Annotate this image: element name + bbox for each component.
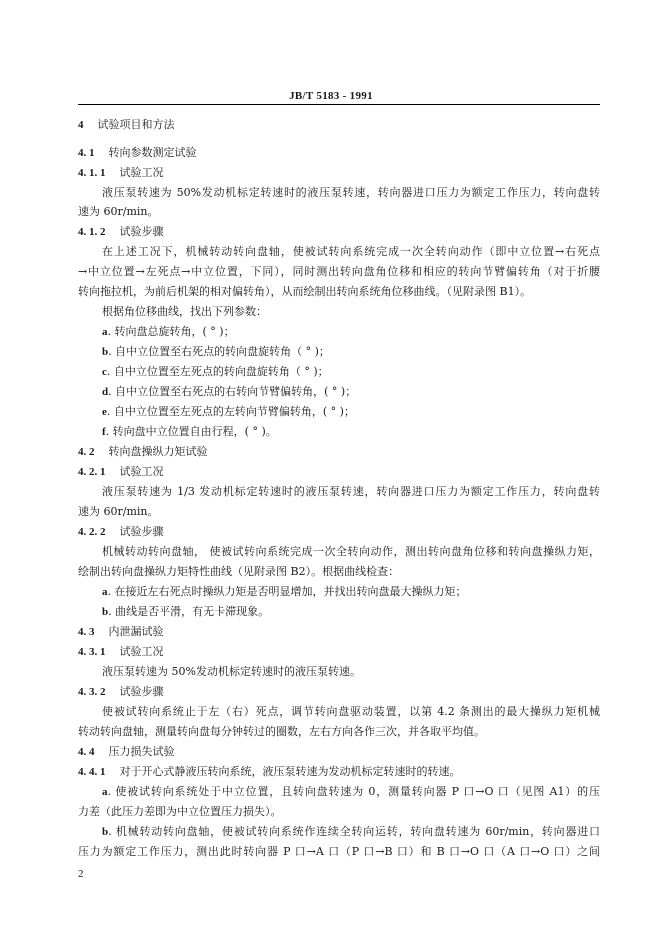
list-item-text: . 在接近左右死点时操纵力矩是否明显增加，并找出转向盘最大操纵力矩； bbox=[107, 585, 467, 598]
section-number: 4. 3. 1 bbox=[78, 646, 106, 658]
list-item-label: b bbox=[102, 346, 109, 358]
list-item-label: b bbox=[102, 826, 109, 838]
section-heading bbox=[78, 745, 175, 759]
list-item-label: b bbox=[102, 606, 109, 618]
section-title: 试验步骤 bbox=[119, 525, 164, 538]
section-number: 4. 2. 1 bbox=[78, 466, 106, 478]
section-title: 试验工况 bbox=[119, 166, 164, 179]
section-title: 内泄漏试验 bbox=[108, 625, 164, 638]
list-item-text: . 自中立位置至左死点的左转向节臂偏转角，( ° )； bbox=[106, 405, 355, 418]
section-number: 4. 2. 2 bbox=[78, 526, 106, 538]
paragraph-line: 转动转向盘轴，测量转向盘每分钟转过的圈数，左右方向各作三次，并各取平均值。 bbox=[78, 725, 485, 738]
paragraph-line: 根据角位移曲线，找出下列参数： bbox=[102, 305, 267, 318]
paragraph-line: 绘制出转向盘操纵力矩特性曲线（见附录图 B2）。根据曲线检查： bbox=[78, 565, 400, 578]
paragraph-line: 使被试转向系统止于左（右）死点，调节转向盘驱动装置，以第 4.2 条测出的最大操纵力矩机械 bbox=[102, 705, 600, 718]
list-item-text: . 自中立位置至左死点的转向盘旋转角（ ° )； bbox=[106, 365, 329, 378]
paragraph-line: 在上述工况下，机械转动转向盘轴，使被试转向系统完成一次全转向动作（即中立位置→右死点 bbox=[102, 245, 600, 258]
paragraph-line: 液压泵转速为 1/3 发动机标定转速时的液压泵转速，转向器进口压力为额定工作压力，转向盘转 bbox=[102, 485, 600, 498]
section-title: 试验工况 bbox=[119, 465, 164, 478]
page-number: 2 bbox=[78, 868, 84, 880]
list-item bbox=[102, 585, 467, 599]
section-title: 压力损失试验 bbox=[108, 745, 175, 758]
list-item-label: a bbox=[102, 586, 108, 598]
list-item-text: . 自中立位置至右死点的右转向节臂偏转角，( ° )； bbox=[108, 385, 357, 398]
list-item bbox=[102, 425, 277, 439]
paragraph-line: 转向拖拉机，为前后机架的相对偏转角），从而绘制出转向系统角位移曲线。（见附录图 B1）。 bbox=[78, 285, 532, 298]
list-item bbox=[102, 825, 600, 839]
section-title: 试验步骤 bbox=[119, 225, 164, 238]
section-number: 4. 3 bbox=[78, 626, 95, 638]
paragraph-line: 速为 60r/min。 bbox=[78, 205, 159, 218]
list-item-label: a bbox=[102, 786, 108, 798]
subsection-heading bbox=[78, 225, 164, 239]
list-item-text: . 使被试转向系统处于中立位置，且转向盘转速为 0，测量转向器 P 口→O 口（见图 A1）的压 bbox=[107, 785, 600, 798]
paragraph-line: 压力为额定工作压力，测出此时转向器 P 口→A 口（P 口→B 口）和 B 口→O 口（A 口→O 口）之间 bbox=[78, 845, 600, 858]
section-heading bbox=[78, 146, 197, 160]
section-number: 4. 1. 2 bbox=[78, 226, 106, 238]
subsection-heading bbox=[78, 525, 164, 539]
list-item-text: . 机械转动转向盘轴，使被试转向系统作连续全转向运转，转向盘转速为 60r/min，转向器进口 bbox=[108, 825, 600, 838]
section-title: 转向盘操纵力矩试验 bbox=[108, 445, 208, 458]
list-item bbox=[102, 345, 330, 359]
section-heading bbox=[78, 118, 175, 132]
section-number: 4. 3. 2 bbox=[78, 686, 106, 698]
list-item bbox=[102, 605, 269, 619]
list-item-text: . 转向盘总旋转角，( ° )； bbox=[107, 325, 235, 338]
paragraph-line: 速为 60r/min。 bbox=[78, 505, 159, 518]
section-number: 4. 1 bbox=[78, 147, 95, 159]
section-title: 试验工况 bbox=[119, 645, 164, 658]
section-number: 4. 4 bbox=[78, 746, 95, 758]
section-heading bbox=[78, 625, 164, 639]
paragraph-line: 机械转动转向盘轴， 使被试转向系统完成一次全转向动作，测出转向盘角位移和转向盘操纵力矩， bbox=[102, 545, 600, 558]
list-item bbox=[102, 405, 355, 419]
list-item-text: . 曲线是否平滑，有无卡滞现象。 bbox=[108, 605, 270, 618]
subsection-heading bbox=[78, 765, 461, 779]
list-item-text: . 转向盘中立位置自由行程，( ° )。 bbox=[105, 425, 277, 438]
paragraph-line: 力差（此压力差即为中立位置压力损失）。 bbox=[78, 805, 282, 818]
list-item bbox=[102, 385, 356, 399]
list-item-label: e bbox=[102, 406, 107, 418]
section-number: 4. 4. 1 bbox=[78, 766, 106, 778]
list-item-label: a bbox=[102, 326, 108, 338]
paragraph-line: →中立位置→左死点→中立位置，下同），同时测出转向盘角位移和相应的转向节臂偏转角（对于折腰 bbox=[78, 265, 600, 278]
section-title: 转向参数测定试验 bbox=[108, 146, 197, 159]
header-rule bbox=[78, 104, 600, 105]
section-title: 试验步骤 bbox=[119, 685, 164, 698]
section-title: 试验项目和方法 bbox=[97, 118, 175, 131]
list-item-label: f bbox=[102, 426, 106, 438]
subsection-heading bbox=[78, 685, 164, 699]
subsection-heading bbox=[78, 645, 164, 659]
section-number: 4. 1. 1 bbox=[78, 167, 106, 179]
standard-code-header: JB/T 5183 - 1991 bbox=[289, 90, 373, 102]
section-number: 4 bbox=[78, 119, 84, 131]
list-item-text: . 自中立位置至右死点的转向盘旋转角（ ° )； bbox=[108, 345, 330, 358]
section-number: 4. 2 bbox=[78, 446, 95, 458]
paragraph-line: 液压泵转速为 50%发动机标定转速时的液压泵转速，转向器进口压力为额定工作压力，转向盘转 bbox=[102, 186, 600, 199]
list-item bbox=[102, 785, 600, 799]
section-heading bbox=[78, 445, 208, 459]
list-item bbox=[102, 325, 235, 339]
list-item-label: d bbox=[102, 386, 109, 398]
section-title: 对于开心式静液压转向系统，液压泵转速为发动机标定转速时的转速。 bbox=[119, 765, 461, 778]
subsection-heading bbox=[78, 166, 164, 180]
subsection-heading bbox=[78, 465, 164, 479]
paragraph-line: 液压泵转速为 50%发动机标定转速时的液压泵转速。 bbox=[102, 665, 361, 678]
list-item bbox=[102, 365, 329, 379]
list-item-label: c bbox=[102, 366, 107, 378]
